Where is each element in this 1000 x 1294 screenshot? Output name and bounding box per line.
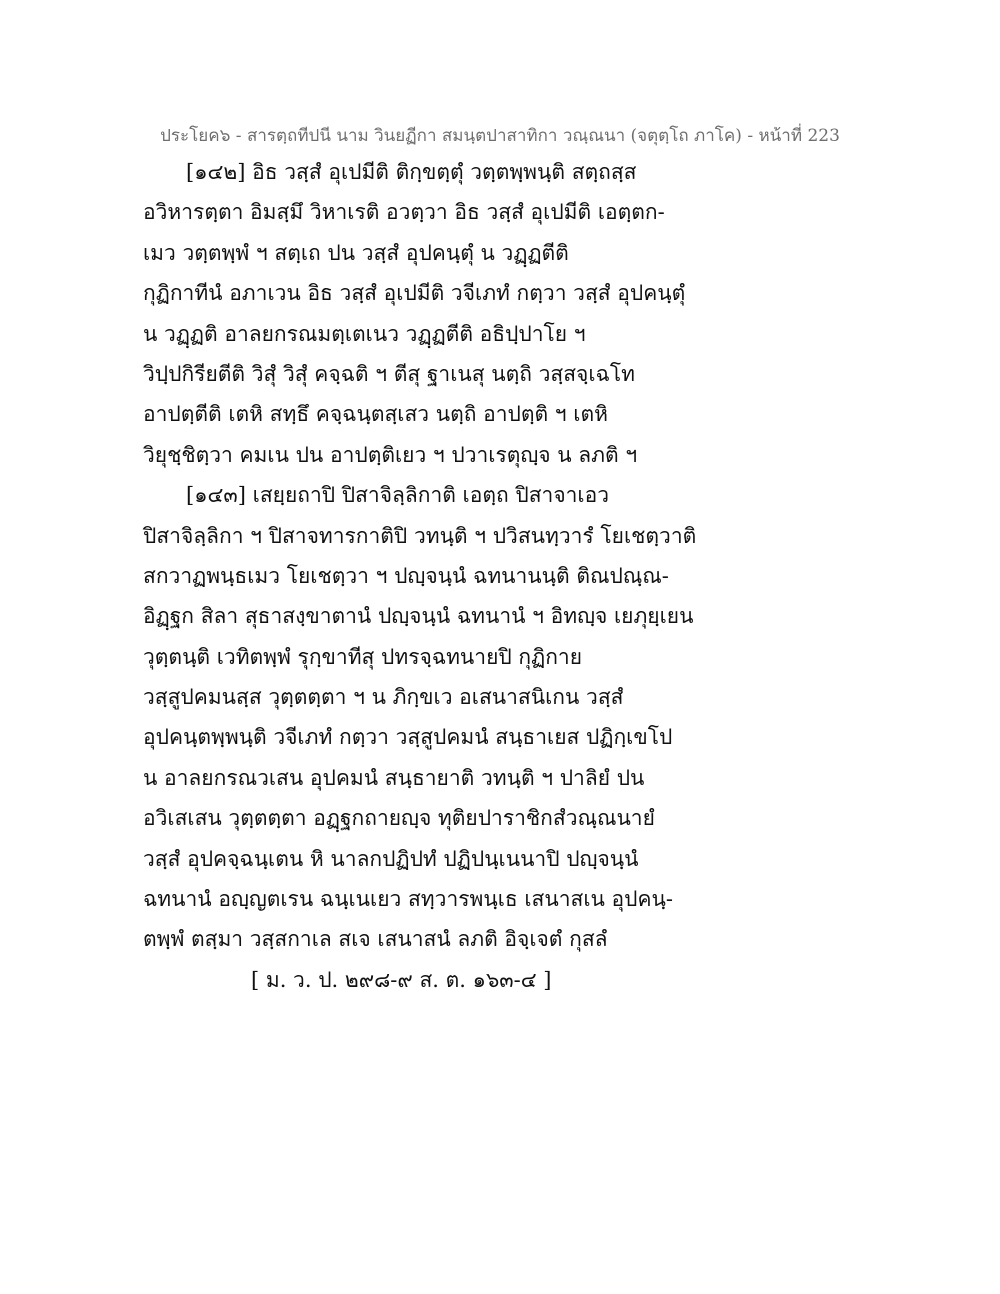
text-line: วสฺสํ อุปคจฺฉนฺเตน หิ นาลกปฏิปทํ ปฏิปนฺเนนาปิ ปญฺจนฺนํ <box>143 846 639 871</box>
text-line: อวิเสเสน วุตฺตตฺตา อฏฺฐกถายญฺจ ทุติยปาราชิกสํวณฺณนายํ <box>143 806 655 831</box>
text-line: ตพฺพํ ตสฺมา วสฺสกาเล สเจ เสนาสนํ ลภติ อิจฺเจตํ กุสลํ <box>143 927 608 952</box>
text-line: อุปคนฺตพฺพนฺติ วจีเภทํ กตฺวา วสฺสูปคมนํ สนฺธาเยส ปฏิกฺเขโป <box>143 725 673 750</box>
text-line: น วฏฺฏติ อาลยกรณมตฺเตเนว วฏฺฏตีติ อธิปฺปาโย ฯ <box>143 321 586 346</box>
page-header: ประโยค๖ - สารตฺถทีปนี นาม วินยฏีกา สมนฺตปาสาทิกา วณฺณนา (จตุตฺโถ ภาโค) - หน้าที่ 223 <box>160 126 840 146</box>
text-line: กุฏิกาทีนํ อภาเวน อิธ วสฺสํ อุเปมีติ วจีเภทํ กตฺวา วสฺสํ อุปคนฺตุํ <box>143 281 686 306</box>
text-line: อิฏฺฐก สิลา สุธาสงฺขาตานํ ปญฺจนฺนํ ฉทนานํ ฯ อิทญฺจ เยภุยฺเยน <box>143 604 694 629</box>
text-line: เมว วตฺตพฺพํ ฯ สตฺเถ ปน วสฺสํ อุปคนฺตุํ น วฏฺฏตีติ <box>143 240 569 265</box>
text-line: ปิสาจิลฺลิกา ฯ ปิสาจทารกาติปิ วทนฺติ ฯ ปวิสนทฺวารํ โยเชตฺวาติ <box>143 523 697 548</box>
page-body <box>143 152 863 1000</box>
text-line: วิยุชฺชิตฺวา คมเน ปน อาปตฺติเยว ฯ ปวาเรตุญฺจ น ลภติ ฯ <box>143 442 638 467</box>
reference-citation: [ ม. ว. ป. ๒๙๘-๙ ส. ต. ๑๖๓-๔ ] <box>251 967 552 992</box>
paragraph-142-start: [๑๔๒] อิธ วสฺสํ อุเปมีติ ติกฺขตฺตุํ วตฺตพฺพนฺติ สตฺถสฺส <box>186 160 637 184</box>
text-line: สกวาฏพนฺธเมว โยเชตฺวา ฯ ปญฺจนฺนํ ฉทนานนฺติ ติณปณฺณ- <box>143 563 669 588</box>
text-line: วิปฺปกิรียตีติ วิสุํ วิสุํ คจฺฉติ ฯ ตีสุ ฐาเนสุ นตฺถิ วสฺสจฺเฉโท <box>143 361 635 386</box>
text-line: น อาลยกรณวเสน อุปคมนํ สนฺธายาติ วทนฺติ ฯ ปาลิยํ ปน <box>143 765 645 790</box>
text-line: วสฺสูปคมนสฺส วุตฺตตฺตา ฯ น ภิกฺขเว อเสนาสนิเกน วสฺสํ <box>143 685 624 710</box>
text-line: อาปตฺตีติ เตหิ สทฺธึ คจฺฉนฺตสฺเสว นตฺถิ อาปตฺติ ฯ เตหิ <box>143 402 608 427</box>
text-line: วุตฺตนฺติ เวทิตพฺพํ รุกฺขาทีสุ ปทรจฺฉทนายปิ กุฏิกาย <box>143 644 583 669</box>
paragraph-143-start: [๑๔๓] เสยฺยถาปิ ปิสาจิลฺลิกาติ เอตฺถ ปิสาจาเอว <box>186 483 609 508</box>
text-line: ฉทนานํ อญฺญตเรน ฉนฺเนเยว สทฺวารพนฺเธ เสนาสเน อุปคนฺ- <box>143 887 673 912</box>
text-line: อวิหารตฺตา อิมสฺมึ วิหาเรติ อวตฺวา อิธ วสฺสํ อุเปมีติ เอตฺตก- <box>143 200 665 225</box>
